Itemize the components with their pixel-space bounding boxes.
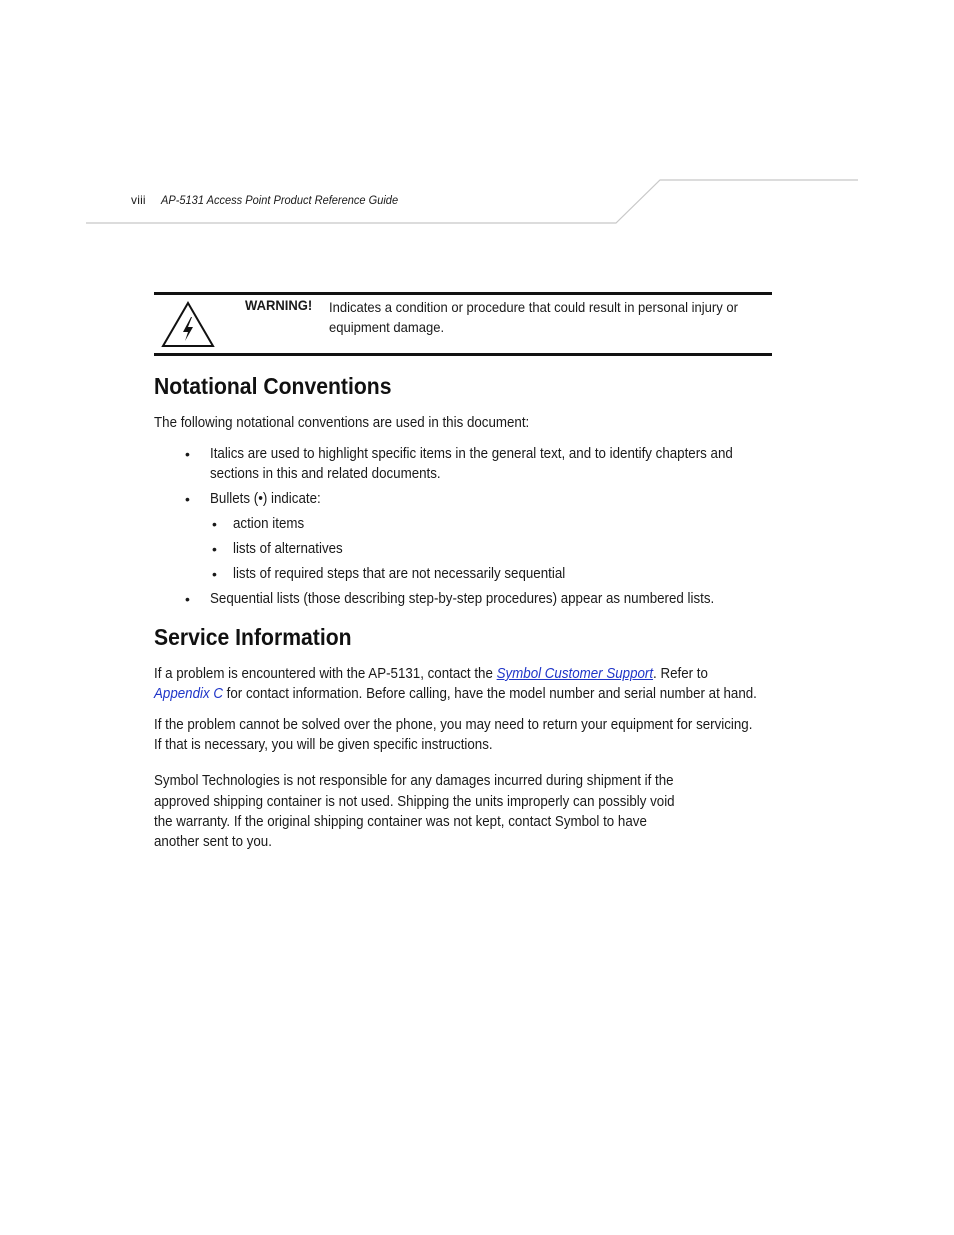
section-heading-service-information: Service Information	[154, 624, 352, 650]
service-paragraph-2-line-2: If that is necessary, you will be given specific instructions.	[154, 737, 493, 753]
service-paragraph-3-line-2: approved shipping container is not used. Shipping the units improperly can possibly void	[154, 794, 675, 810]
running-title: AP-5131 Access Point Product Reference Guide	[161, 193, 399, 207]
sub-bullet-glyph: •	[212, 566, 217, 582]
notational-intro: The following notational conventions are used in this document:	[154, 415, 530, 431]
service-paragraph-3-line-4: another sent to you.	[154, 834, 272, 850]
bullet-glyph: •	[185, 491, 190, 507]
list-item: Bullets (•) indicate:	[210, 491, 321, 507]
service-p1-text-a: If a problem is encountered with the AP-5131, contact the	[154, 666, 497, 682]
list-item: Italics are used to highlight specific items in the general text, and to identify chapters and	[210, 446, 733, 462]
list-item-continuation: sections in this and related documents.	[210, 466, 441, 482]
bullet-glyph: •	[185, 591, 190, 607]
section-heading-notational-conventions: Notational Conventions	[154, 373, 392, 399]
high-voltage-warning-icon	[161, 300, 215, 348]
sub-list-item: lists of required steps that are not necessarily sequential	[233, 566, 566, 582]
warning-box	[154, 292, 772, 356]
service-paragraph-3-line-1: Symbol Technologies is not responsible for any damages incurred during shipment if the	[154, 773, 674, 789]
service-paragraph-1-line-1	[154, 664, 708, 684]
appendix-c-link[interactable]: Appendix C	[154, 686, 223, 702]
warning-label: WARNING!	[245, 297, 313, 313]
service-p1-text-b: . Refer to	[653, 666, 708, 682]
warning-line-2: equipment damage.	[329, 319, 445, 335]
sub-bullet-glyph: •	[212, 541, 217, 557]
service-paragraph-1-line-2	[154, 684, 757, 704]
warning-text	[329, 297, 738, 337]
sub-bullet-glyph: •	[212, 516, 217, 532]
warning-line-1: Indicates a condition or procedure that could result in personal injury or	[329, 299, 738, 315]
page-number: viii	[131, 193, 146, 207]
sub-list-item: action items	[233, 516, 305, 532]
symbol-customer-support-link[interactable]: Symbol Customer Support	[496, 666, 654, 682]
sub-list-item: lists of alternatives	[233, 541, 343, 557]
service-p1-text-c: for contact information. Before calling, have the model number and serial number at hand.	[222, 686, 757, 702]
list-item: Sequential lists (those describing step-by-step procedures) appear as numbered lists.	[210, 591, 715, 607]
service-paragraph-3-line-3: the warranty. If the original shipping container was not kept, contact Symbol to have	[154, 814, 647, 830]
service-paragraph-2-line-1: If the problem cannot be solved over the phone, you may need to return your equipment for servicing.	[154, 717, 753, 733]
bullet-glyph: •	[185, 446, 190, 462]
